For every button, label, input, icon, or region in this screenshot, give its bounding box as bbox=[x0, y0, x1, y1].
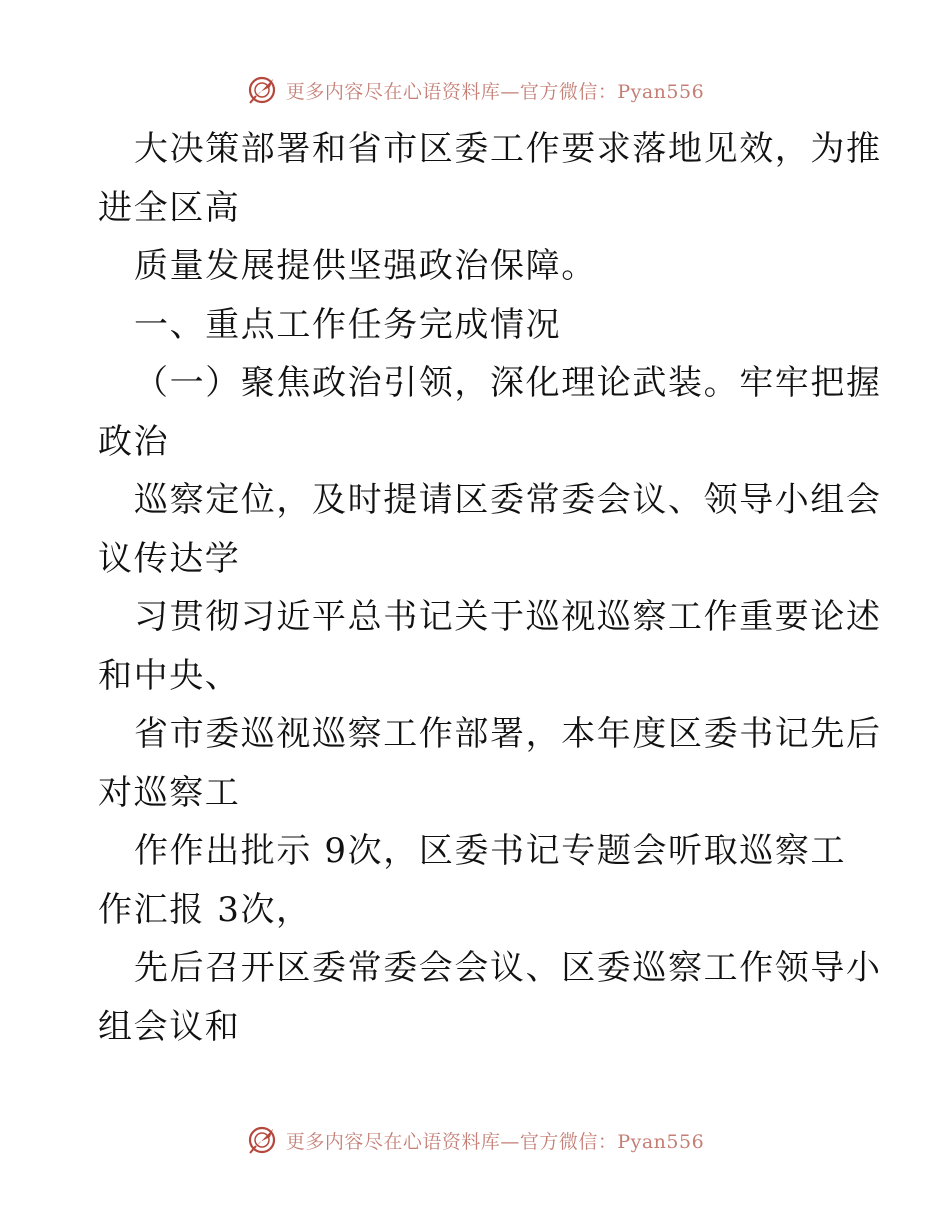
header-banner-text: 更多内容尽在心语资料库—官方微信：Pyan556 bbox=[285, 80, 705, 103]
paragraph-line: 先后召开区委常委会会议、区委巡察工作领导小 bbox=[134, 948, 882, 988]
footer-banner-text: 更多内容尽在心语资料库—官方微信：Pyan556 bbox=[285, 1130, 705, 1153]
quill-logo-icon bbox=[246, 74, 278, 106]
paragraph-line: 进全区高 bbox=[98, 187, 241, 228]
paragraph-line: 大决策部署和省市区委工作要求落地见效，为推 bbox=[134, 129, 882, 169]
paragraph-line: 组会议和 bbox=[98, 1006, 241, 1047]
paragraph-line: 作作出批示 9次，区委书记专题会听取巡察工 bbox=[134, 831, 847, 871]
header-banner bbox=[0, 70, 950, 110]
paragraph-line: 作汇报 3次， bbox=[98, 889, 312, 930]
paragraph-line: 议传达学 bbox=[98, 538, 241, 579]
paragraph-line: 省市委巡视巡察工作部署，本年度区委书记先后 bbox=[134, 714, 882, 754]
paragraph-line: 巡察定位，及时提请区委常委会议、领导小组会 bbox=[134, 480, 882, 520]
paragraph-line: 质量发展提供坚强政治保障。 bbox=[134, 246, 597, 286]
document-body bbox=[98, 120, 882, 1056]
quill-logo-icon bbox=[246, 1124, 278, 1156]
paragraph-line: （一）聚焦政治引领，深化理论武装。牢牢把握 bbox=[134, 363, 882, 403]
footer-banner bbox=[0, 1120, 950, 1160]
paragraph-line: 一、重点工作任务完成情况 bbox=[134, 304, 562, 345]
paragraph-line: 对巡察工 bbox=[98, 772, 241, 813]
paragraph-line: 和中央、 bbox=[98, 655, 241, 696]
paragraph-line: 政治 bbox=[98, 421, 170, 462]
paragraph-line: 习贯彻习近平总书记关于巡视巡察工作重要论述 bbox=[134, 597, 882, 637]
